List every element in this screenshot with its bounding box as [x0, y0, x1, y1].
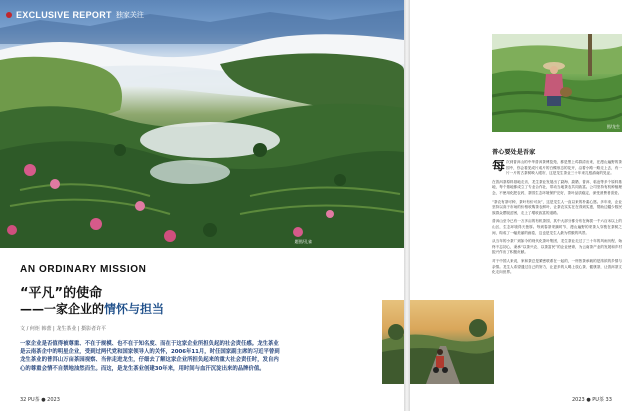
section-tag-en: EXCLUSIVE REPORT — [16, 10, 112, 20]
body-text-column — [492, 160, 622, 390]
hero-photo-credit: 题图/孔雀 — [294, 239, 312, 244]
body-paragraph: “茶农有茶可种，茶叶有价可卖”，这是龙生人一直以来的朴素心愿。多年来，企业坚持以高于市场的价格收购茶农鲜叶，让茶农实实在在得到实惠，帮助边疆少数民族群众摆脱贫困，走上了增收致富的道路。 — [492, 199, 622, 215]
page-folio-left: 32 PU茶 ● 2023 — [20, 397, 60, 403]
page-folio-right: 2023 ● PU茶 33 — [572, 397, 612, 403]
body-paragraph: 在普洱茶原料基地走访，龙生茶业发展出了勐海、勐腊、普洱、临沧等多个原料基地，每个基地都成立了专业合作社，带动当地茶农共同致富。公司坚持有机种植理念，不使用化肥农药，茶园生态环境保护完好，茶叶品质稳定，深受消费者喜爱。 — [492, 179, 622, 195]
body-paragraph: 普洱山至今已有一万多亩的有机茶园，其中大部分都分布在海拔一千六百米以上的山区，生态环境得天独厚。每到春茶采摘时节，漫山遍野的采茶人穿梭在茶树之间，构成了一幅美丽的画卷，这也是龙生人最为骄傲的风景。 — [492, 219, 622, 235]
article-lede: 一家企业是否值得被尊重、不在于规模、也不在于知名度、而在于这家企业所担负起的社会责任感。龙生茶业是云南茶企中的明星企业，受到过两代党和国家领导人的关怀，2006年11月，时任国家副主席的习近平曾到龙生茶业的普洱山万亩茶园视察、当你走进龙生，仔细去了解这家企业所担负起来的重大社会责任时，发自内心的尊重会情不自禁地油然而生。而这，是龙生茶业创建30年来，用时间与血汗沉淀出来的品牌价值。 — [20, 341, 280, 372]
tea-photo-credit: 图/龙生 — [606, 124, 620, 129]
dropcap: 每 — [492, 160, 506, 174]
article-kicker: AN ORDINARY MISSION — [20, 264, 147, 275]
section-tag-zh: 独家关注 — [115, 11, 144, 19]
tea-picker-photo — [492, 34, 622, 132]
article-title: “平凡”的使命 — [20, 286, 103, 301]
hero-landscape-photo — [0, 0, 404, 248]
byline: 文 / 何炬 韩蕾 | 龙生茶业 | 摄影者许平 — [20, 326, 107, 332]
subtitle-prefix: ——一家企业的 — [20, 302, 105, 316]
section-subhead: 普心要处是吾家 — [492, 149, 536, 156]
section-tag — [6, 10, 144, 20]
page-gutter — [404, 0, 410, 411]
article-subtitle — [20, 300, 164, 317]
scooter-road-photo — [382, 300, 494, 384]
bullet-dot-icon — [6, 12, 12, 18]
subtitle-highlight: 情怀与担当 — [104, 302, 165, 316]
tea-picker-illustration — [492, 34, 622, 132]
body-paragraph: 对于中国人来说，家和茶总是紧密联系在一起的，一杯热茶承载的是浓浓的乡情与亲情。龙生人希望通过自己的努力，让更多的人喝上放心茶、健康茶，让普洱茶文化走向世界。 — [492, 258, 622, 275]
paragraph-text: 次到普洱山的中华普洱茶博览苑，都是黑上鸡群清出来，在漫山遍野的茶园中，你会看见成片成片的白蝶形态的花开，沿着小路一路走上去，有一片一片的古茶树映入眼帘，这是龙生茶业三十年来扎根滇南的见证。 — [506, 160, 622, 176]
body-paragraph: 从当年的小茶厂到如今的现代化茶叶集团，龙生茶业走过了三十年的风雨历程，始终不忘初心，秉承“以茶兴农、以茶富民”的企业使命，为云南茶产业的发展和乡村振兴作出了积极贡献。 — [492, 239, 622, 255]
scooter-road-illustration — [382, 300, 494, 384]
body-paragraph — [492, 160, 622, 177]
hero-landscape-illustration — [0, 0, 404, 248]
